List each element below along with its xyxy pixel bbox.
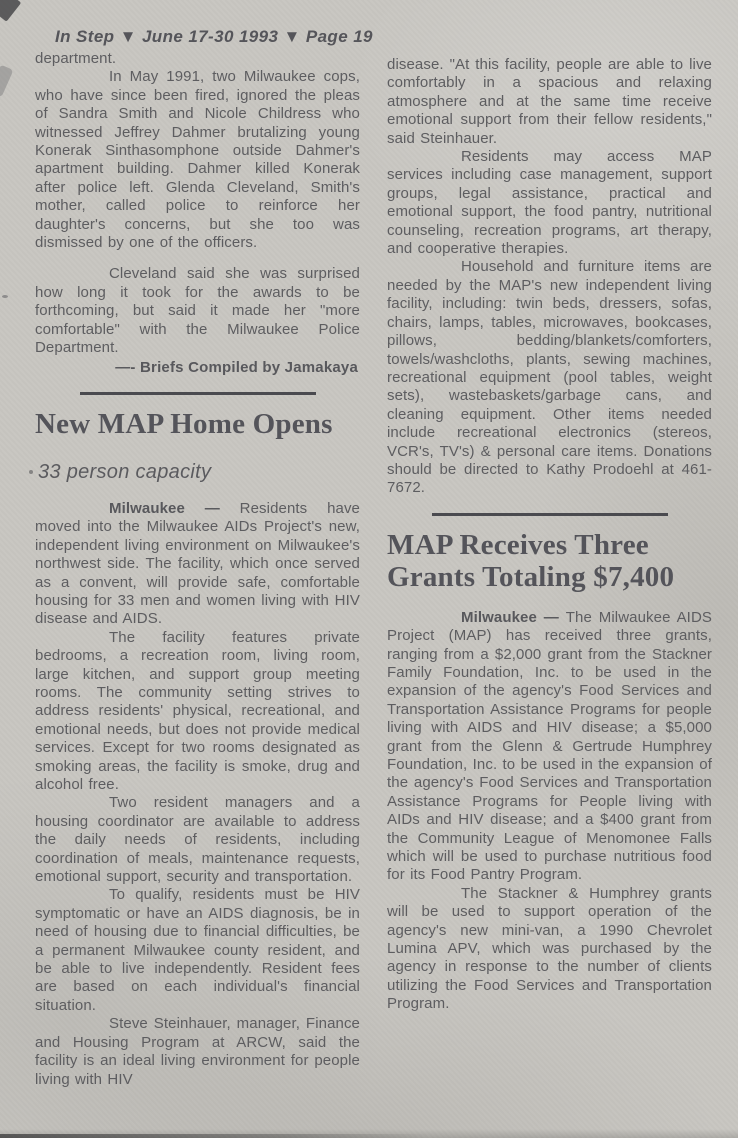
article-paragraph: Residents may access MAP services including case management, support groups, legal assistance, practical and emotional support, the food pantry, nutritional counseling, recreation programs, art therapy, and cooperative therapies. [387, 148, 712, 258]
article-paragraph: Household and furniture items are needed by the MAP's new independent living facility, including: twin beds, dressers, sofas, chairs, lamps, tables, microwaves, bookcases, pillows, bedding/blankets/comforters, towels/washcloths, plants, sewing machines, recreational equipment (pool tables, weight sets), wastebaskets/garbage cans, and cleaning equipment. Other items needed include recreational electronics (stereos, VCR's, TV's) & personal care items. Donations should be directed to Kathy Prodoehl at 461-7672. [387, 258, 712, 497]
article-paragraph: Steve Steinhauer, manager, Finance and Housing Program at ARCW, said the facility is an ideal living environment for people living with HIV [35, 1015, 360, 1088]
scan-speck [29, 470, 33, 474]
article-paragraph: department. [35, 50, 117, 67]
masthead-page-header: In Step ▼ June 17-30 1993 ▼ Page 19 [55, 27, 373, 46]
scan-speck [2, 295, 8, 298]
dateline-lead: Milwaukee — [461, 608, 566, 626]
article-paragraph: The facility features private bedrooms, a recreation room, living room, large kitchen, and support group meeting rooms. The community setting strives to address residents' physical, recreational, and emotional needs, but does not provide medical services. Except for two rooms designated as smoking areas, the facility is smoke, drug and alcohol free. [35, 628, 360, 793]
article-headline: New MAP Home Opens [35, 407, 333, 440]
article-paragraph: The Stackner & Humphrey grants will be used to support operation of the agency's new mini-van, a 1990 Chevrolet Lumina APV, which was purchased by the agency in response to the number of clients utilizing the Food Services and Transportation Program. [387, 884, 712, 1013]
article-paragraph: Two resident managers and a housing coordinator are available to address the daily needs of residents, including coordination of meals, maintenance requests, emotional support, security and transportation. [35, 794, 360, 886]
article-subhead: 33 person capacity [38, 460, 212, 483]
article-columns [35, 50, 712, 1089]
section-divider-rule [80, 392, 316, 395]
scan-bottom-edge-artifact [0, 1134, 428, 1138]
briefs-byline: —- Briefs Compiled by Jamakaya [115, 358, 358, 376]
right-column [387, 50, 712, 1089]
article-paragraph: To qualify, residents must be HIV symptomatic or have an AIDS diagnosis, be in need of housing due to financial difficulties, be a permanent Milwaukee county resident, and be able to live independently. Resident fees are based on each individual's financial situation. [35, 886, 360, 1014]
dateline-lead: Milwaukee — [109, 499, 240, 517]
article-paragraph: Milwaukee — The Milwaukee AIDS Project (MAP) has received three grants, ranging from a $2,000 grant from the Stackner Family Foundation, Inc. to be used in the expansion of the agency's Food Services and Transportation Assistance Programs for people living with AIDS and HIV disease; a $5,000 grant from the Glenn & Gertrude Humphrey Foundation, Inc. to be used in the expansion of the agency's Food Services and Transportation Assistance Programs for People living with AIDs and HIV disease; and a $400 grant from the Community League of Menomonee Falls which will be used to purchase nutritious food for its Food Pantry Program. [387, 608, 712, 884]
section-divider-rule [432, 513, 668, 516]
scan-corner-artifact [0, 0, 21, 22]
left-column [35, 50, 360, 1089]
scan-edge-artifact [0, 64, 13, 97]
article-paragraph: Cleveland said she was surprised how long it took for the awards to be forthcoming, but said it made her "more comfortable" with the Milwaukee Police Department. [35, 265, 360, 357]
article-paragraph: Milwaukee — Residents have moved into the Milwaukee AIDs Project's new, independent living environment on Milwaukee's northwest side. The facility, which once served as a convent, will provide safe, comfortable housing for 33 men and women living with HIV disease and AIDS. [35, 499, 360, 628]
article-paragraph: disease. "At this facility, people are able to live comfortably in a spacious and relaxing atmosphere and at the same time receive emotional support from their fellow residents," said Steinhauer. [387, 56, 712, 147]
article-headline: MAP Receives Three Grants Totaling $7,400 [387, 528, 675, 593]
article-paragraph: In May 1991, two Milwaukee cops, who have since been fired, ignored the pleas of Sandra Smith and Nicole Childress who witnessed Jeffrey Dahmer brutalizing young Konerak Sinthasomphone outside Dahmer's apartment building. Dahmer killed Konerak after police left. Glenda Cleveland, Smith's mother, called police to reinforce her daughter's concerns, but she too was dismissed by one of the officers. [35, 68, 360, 252]
